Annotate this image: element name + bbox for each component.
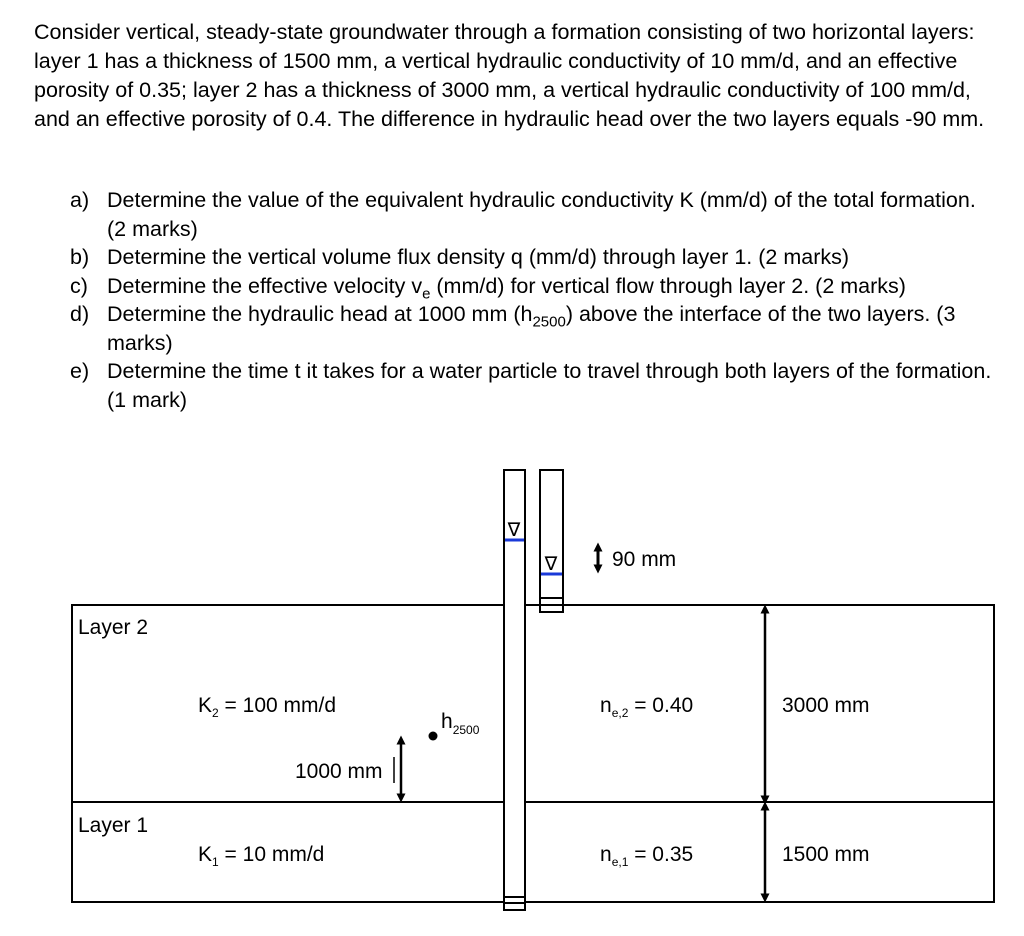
layer2-thickness-label: 3000 mm [782, 694, 870, 717]
piezometer-long [504, 470, 525, 910]
question-text: Determine the vertical volume flux density q (mm/d) through layer 1. (2 marks) [107, 245, 850, 269]
question-text-pre: Determine the hydraulic head at 1000 mm (h [107, 302, 533, 326]
question-letter: c) [70, 273, 88, 298]
question-letter: a) [70, 188, 90, 212]
layer2-conductivity: $K_2 = 100$ mm/d [198, 694, 337, 720]
question-letter: b) [70, 245, 90, 269]
question-subscript: e [422, 284, 431, 302]
layer1-conductivity: $K_1 = 10$ mm/d [198, 843, 325, 869]
water-table-icon: ∇ [507, 520, 521, 541]
layer2-porosity: $n_{e,2} = 0.40$ [600, 694, 694, 720]
point-label: $h_{2500}$ [441, 710, 480, 737]
measurement-point [429, 732, 438, 741]
question-letter: e) [70, 359, 90, 383]
layer2-label: Layer 2 [78, 616, 149, 639]
height-label: 1000 mm [295, 760, 383, 783]
question-letter: d) [70, 302, 90, 326]
layer1-porosity: $n_{e,1} = 0.35$ [600, 843, 694, 869]
question-text: Determine the value of the equivalent hydraulic conductivity K (mm/d) of the total formation. (2 marks) [107, 188, 976, 241]
question-text-pre: Determine the effective velocity v [107, 273, 423, 298]
piezometer-short [540, 470, 563, 612]
question-text: Determine the time t it takes for a water particle to travel through both layers of the formation. (1 mark) [107, 359, 992, 412]
question-subscript: 2500 [532, 313, 566, 331]
layer1-label: Layer 1 [78, 814, 149, 837]
head-difference-label: 90 mm [612, 548, 677, 571]
problem-intro: Consider vertical, steady-state groundwater through a formation consisting of two horizontal layers: layer 1 has a thickness of 1500 mm, a vertical hydraulic conductivity of 10 mm/d, and an effective porosity of 0.35; layer 2 has a thickness of 3000 mm, a vertical hydraulic conductivity of 100 mm/d, and an effective porosity of 0.4. The difference in hydraulic head over the two layers equals -90 mm. [34, 20, 985, 131]
question-text-post: ) above the interface of the two layers. (3 marks) [107, 302, 956, 355]
water-table-icon: ∇ [544, 554, 558, 575]
layer1-thickness-label: 1500 mm [782, 843, 870, 866]
question-text-post: (mm/d) for vertical flow through layer 2. (2 marks) [430, 273, 906, 298]
